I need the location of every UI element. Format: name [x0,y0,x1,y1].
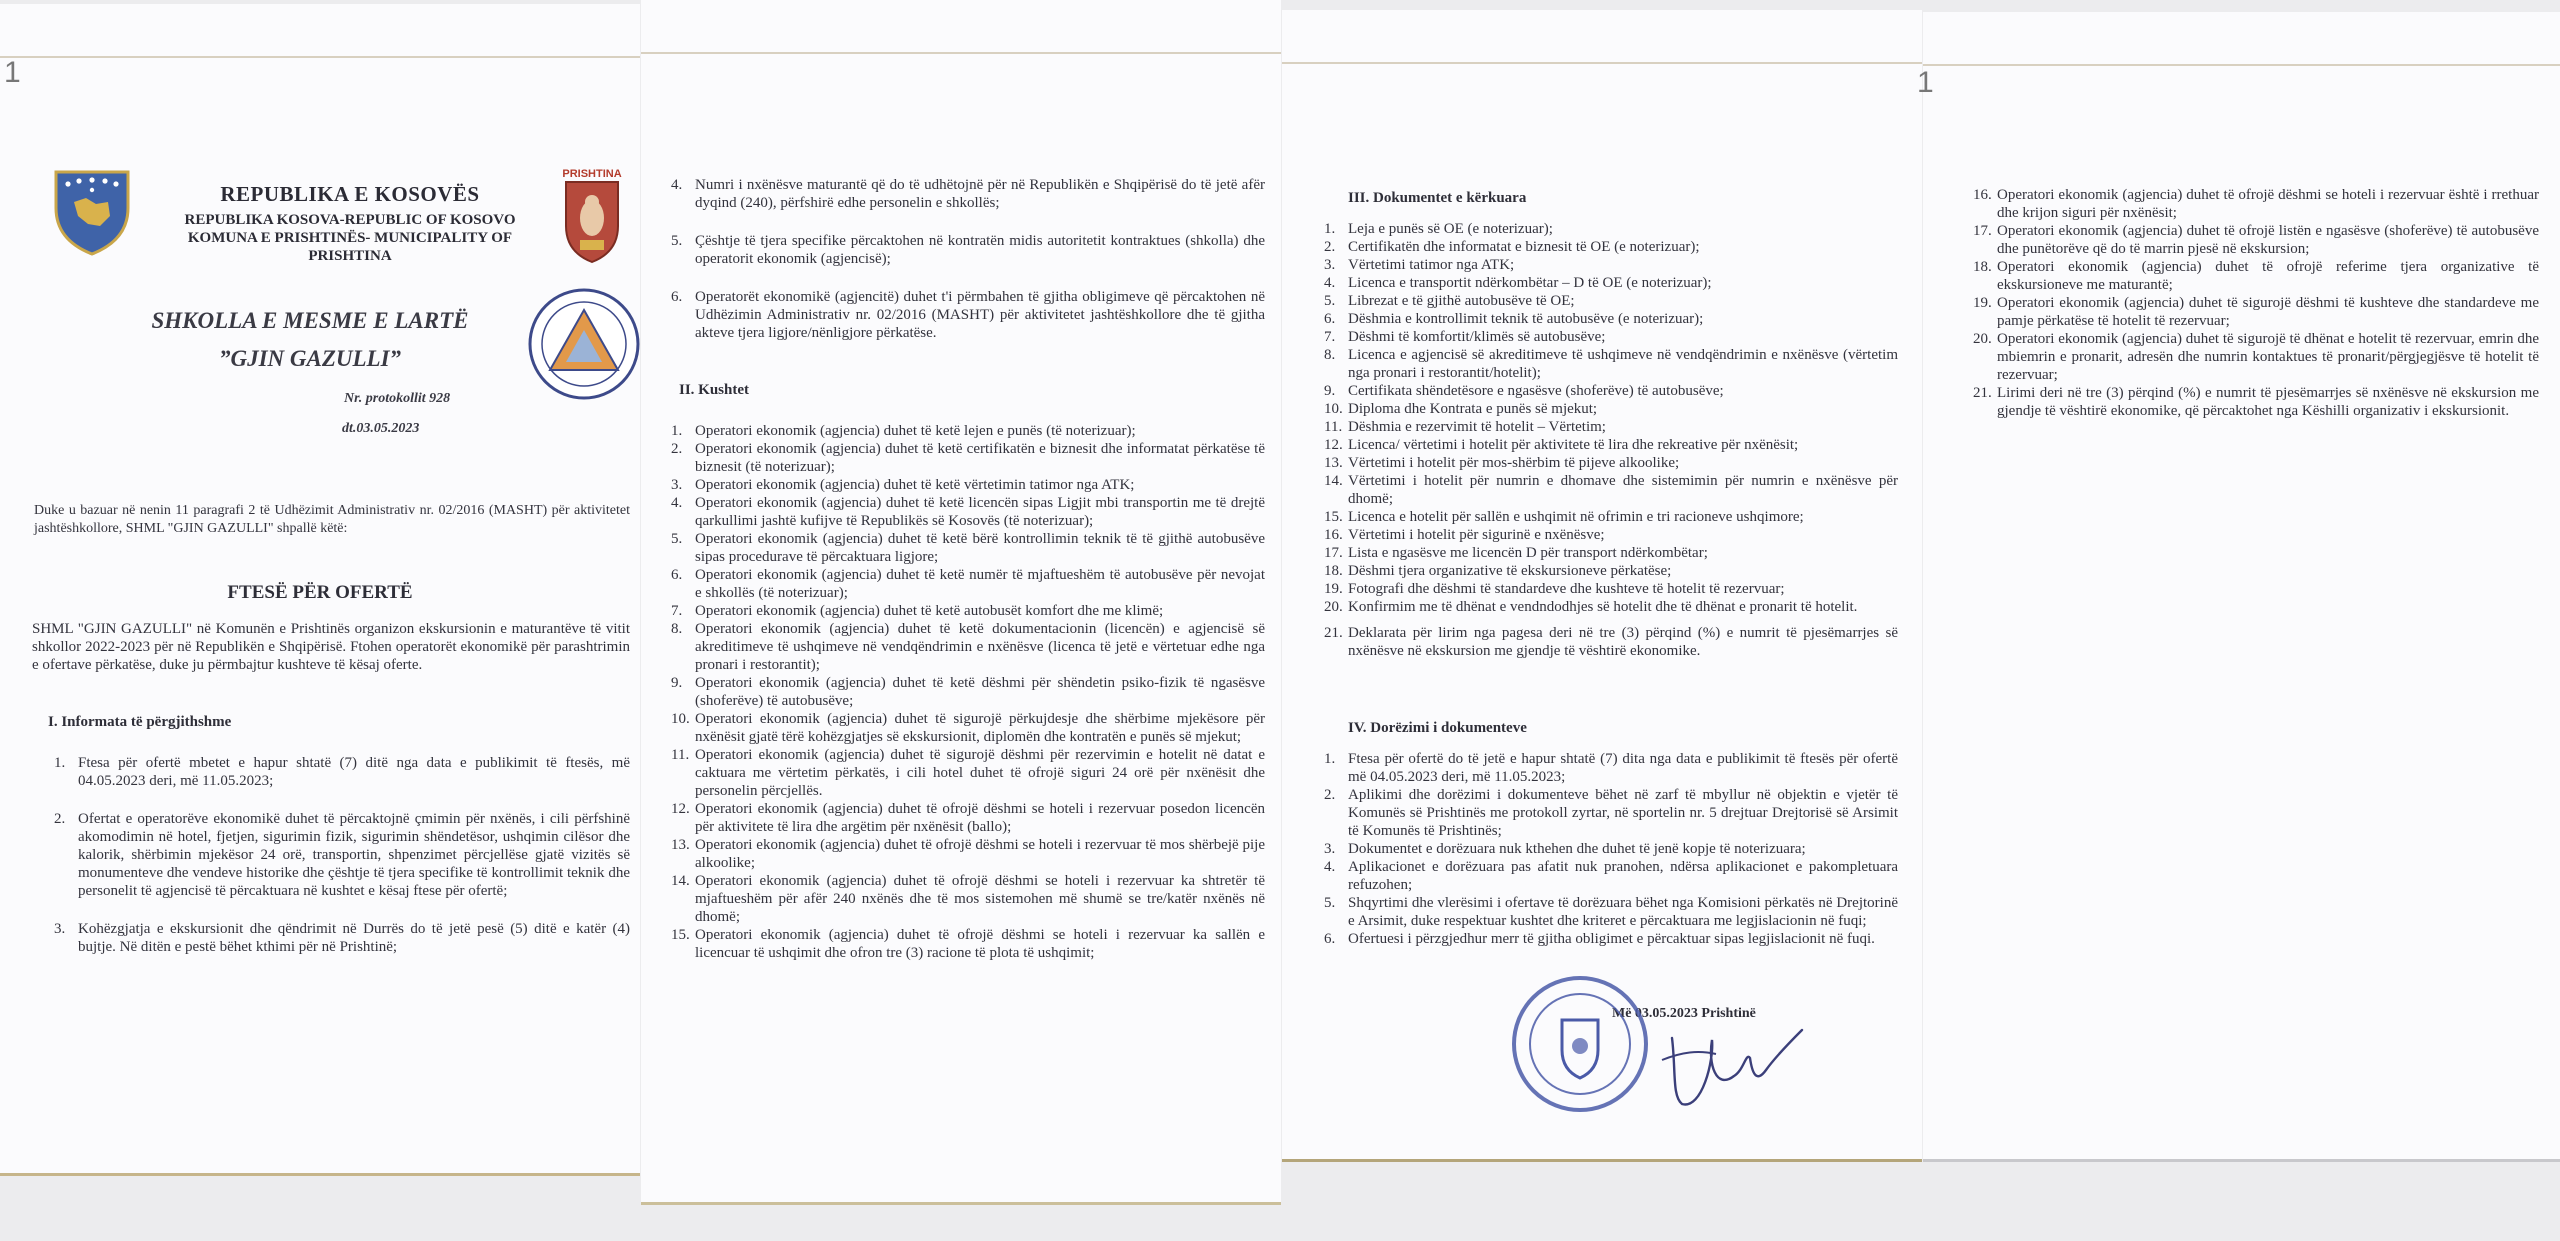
list-item: 4. Numri i nxënësve maturantë që do të udhëtojnë për në Republikën e Shqipërisë do të jetë afër dyqind (240), përfshirë edhe personelin e shkollës; [671,177,1265,211]
document-page-1 [0,4,640,1176]
page-edge-line [1282,62,1922,64]
document-page-4 [1917,12,2560,1162]
list-item: 21. Lirimi deri në tre (3) përqind (%) e numrit të pjesëmarrjes së nxënësve në ekskursion me gjendje të vështirë ekonomike, që përcaktohet nga Këshilli organizativ i ekskursionit. [1973,385,2539,419]
list-item: 1. Ftesa për ofertë do të jetë e hapur shtatë (7) dita nga data e publikimit të ftesës për ofertë më 04.05.2023 deri, më 11.05.2023; [1324,751,1898,785]
list-item: 11. Operatori ekonomik (agjencia) duhet të sigurojë dëshmi për rezervimin e hotelit në datat e caktuara me vërtetim përkatës, i cili hotel duhet të ofrojë siguri 24 orë për nxënësit dhe personelin përcjellës. [671,747,1265,799]
list-item: 2. Aplikimi dhe dorëzimi i dokumenteve bëhet në zarf të mbyllur në objektin e vjetër të Komunës së Prishtinës me protokoll zyrtar, në sportelin nr. 5 drejtuar Drejtorisë së Arsimit të Komunës të Prishtinës; [1324,787,1898,839]
list-item: 6. Operatorët ekonomikë (agjencitë) duhet t'i përmbahen të gjitha obligimeve që përcaktohen në Udhëzimin Administrativ nr. 02/2016 (MASHT) për aktivitetet jashtëshkollore dhe të gjitha akteve tjera ligjore/nënligjore përkatëse. [671,289,1265,341]
list-item: 7. Dëshmi të komfortit/klimës së autobusëve; [1324,329,1606,345]
list-item: 2. Certifikatën dhe informatat e biznesit të OE (e noterizuar); [1324,239,1700,255]
list-item: 16. Vërtetimi i hotelit për sigurinë e nxënësve; [1324,527,1605,543]
list-item: 20. Operatori ekonomik (agjencia) duhet të sigurojë të dhënat e hotelit të rezervuar, emrin dhe mbiemrin e pronarit, adresën dhe numrin kontaktues të pronarit/përgjegjësve të hotelit të rezervuar; [1973,331,2539,383]
kosovo-coat-of-arms-icon [52,168,132,256]
section-3-title: III. Dokumentet e kërkuara [1348,190,1527,206]
list-item: 6. Ofertuesi i përzgjedhur merr të gjitha obligimet e përcaktuar sipas legjislacionit në fuqi. [1324,931,1875,947]
protocol-date: dt.03.05.2023 [342,421,420,436]
signature-icon [1642,1000,1812,1120]
school-name-line2: ”GJIN GAZULLI” [218,346,402,371]
list-item: 19. Operatori ekonomik (agjencia) duhet të sigurojë dëshmi të kushteve dhe standardeve me pamje përkatëse të hotelit të rezervuar; [1973,295,2539,329]
list-item: 9. Certifikata shëndetësore e ngasësve (shoferëve) të autobusëve; [1324,383,1724,399]
document-page-3 [1282,10,1922,1162]
list-item: 5. Librezat e të gjithë autobusëve të OE; [1324,293,1575,309]
list-item: 2. Ofertat e operatorëve ekonomikë duhet të përcaktojnë çmimin për nxënës, i cili përfshinë akomodimin në hotel, fjetjen, sigurimin fizik, sigurimin shëndetësor, ushqimin cilësor dhe kalorik, shërbimin mjekësor 24 orë, transportin, shpenzimet përcjellëse gjatë vizitës së monumenteve dhe vendeve historike dhe çështje të tjera specifike të kontrollimit teknik dhe personelit të agjencisë të përcaktuara në kushtet e kësaj ftese për ofertë; [54,811,630,899]
republic-title: REPUBLIKA E KOSOVËS [220,182,480,206]
list-item: 3. Dokumentet e dorëzuara nuk kthehen dhe duhet të jenë kopje të noterizuara; [1324,841,1806,857]
letterhead [160,182,540,265]
document-title: FTESË PËR OFERTË [227,582,413,603]
page-number: 1 [1917,66,1934,99]
list-item: 13. Operatori ekonomik (agjencia) duhet të ofrojë dëshmi se hoteli i rezervuar të mos shërbejë pije alkoolike; [671,837,1265,871]
list-item: 1. Ftesa për ofertë mbetet e hapur shtatë (7) ditë nga data e publikimit të ftesës, më 04.05.2023 deri, më 11.05.2023; [54,755,630,789]
section-4-list [1324,750,1898,948]
list-item: 21. Deklarata për lirim nga pagesa deri në tre (3) përqind (%) e numrit të pjesëmarrjes së nxënësve në ekskursion me gjendje të vështirë ekonomike. [1324,625,1898,659]
section-2-list [671,422,1265,962]
prishtina-crest-icon [562,180,622,264]
list-item: 18. Dëshmi tjera organizative të ekskursioneve përkatëse; [1324,563,1672,579]
protocol-number: Nr. protokollit 928 [344,391,451,406]
list-item: 17. Operatori ekonomik (agjencia) duhet të ofrojë listën e ngasësve (shoferëve) të autobusëve dhe punëtorëve që do të marrin pjesë në ekskursion; [1973,223,2539,257]
section-4-title: IV. Dorëzimi i dokumenteve [1348,720,1527,736]
list-item: 5. Operatori ekonomik (agjencia) duhet të ketë bërë kontrollimin teknik të të gjithë autobusëve sipas procedurave të përcaktuara ligjore; [671,531,1265,565]
list-item: 17. Lista e ngasësve me licencën D për transport ndërkombëtar; [1324,545,1708,561]
list-item: 20. Konfirmim me të dhënat e vendndodhjes së hotelit dhe të dhënat e pronarit të hotelit. [1324,599,1858,615]
page-edge-line [641,52,1281,54]
closing-date-place: Më 03.05.2023 Prishtinë [1612,1006,1756,1021]
list-item: 10. Operatori ekonomik (agjencia) duhet të sigurojë përkujdesje dhe shërbime mjekësore për nxënësit gjatë tërë kohëzgjatjes së ekskursionit, diplomën dhe kontratën e punës së mjekut; [671,711,1265,745]
school-name [120,302,500,378]
municipality-title: KOMUNA E PRISHTINËS- MUNICIPALITY OF PRISHTINA [187,230,513,264]
intro-paragraph: Duke u bazuar në nenin 11 paragrafi 2 të Udhëzimit Administrativ nr. 02/2016 (MASHT) për aktivitetet jashtëshkollore, SHML "GJIN GAZULLI" shpallë këtë: [34,503,630,536]
list-item: 1. Operatori ekonomik (agjencia) duhet të ketë lejen e punës (të noterizuar); [671,423,1136,439]
list-item: 5. Çështje të tjera specifike përcaktohen në kontratën midis autoritetit kontraktues (shkolla) dhe operatorit ekonomik (agjencisë); [671,233,1265,267]
list-item: 7. Operatori ekonomik (agjencia) duhet të ketë autobusët komfort dhe me klimë; [671,603,1164,619]
list-item: 3. Operatori ekonomik (agjencia) duhet të ketë vërtetimin tatimor nga ATK; [671,477,1135,493]
list-item: 15. Operatori ekonomik (agjencia) duhet të ofrojë dëshmi se hoteli i rezervuar ka sallën e licencuar të ushqimit dhe ofron tre (3) racione të plota të ushqimit; [671,927,1265,961]
section-1-title: I. Informata të përgjithshme [48,714,232,730]
protocol-block [344,384,450,444]
section-2-title: II. Kushtet [679,382,750,398]
document-page-2 [641,0,1281,1205]
list-item: 3. Vërtetimi tatimor nga ATK; [1324,257,1515,273]
section-3-list [1324,220,1898,660]
list-item: 6. Operatori ekonomik (agjencia) duhet të ketë numër të mjaftueshëm të autobusëve për nevojat e shkollës (të noterizuar); [671,567,1265,601]
prishtina-crest-label: PRISHTINA [562,168,622,180]
list-item: 4. Operatori ekonomik (agjencia) duhet të ketë licencën sipas Ligjit mbi transportin me të drejtë qarkullimi jashtë kufijve të Republikës së Kosovës (të noterizuar); [671,495,1265,529]
prishtina-crest [560,168,624,266]
list-item: 14. Operatori ekonomik (agjencia) duhet të ofrojë dëshmi se hoteli i rezervuar ka shtretër të mjaftueshëm për afër 240 nxënës dhe të mos sistemohen më shumë se tre/katër nxënës në dhomë; [671,873,1265,925]
list-item: 19. Fotografi dhe dëshmi të standardeve dhe kushteve të hotelit të rezervuar; [1324,581,1785,597]
list-item: 14. Vërtetimi i hotelit për numrin e dhomave dhe sistemimin për numrin e nxënësve për dhomë; [1324,473,1898,507]
list-item: 12. Licenca/ vërtetimi i hotelit për aktivitete të lira dhe rekreative për nxënësit; [1324,437,1799,453]
list-item: 8. Operatori ekonomik (agjencia) duhet të ketë dokumentacionin (licencën) e agjencisë së akreditimeve të ushqimeve në vendqëndrimin e nxënësve (licenca të jetë e vërtetuar edhe nga pronari i restorantit); [671,621,1265,673]
list-item: 16. Operatori ekonomik (agjencia) duhet të ofrojë dëshmi se hoteli i rezervuar është i rrethuar dhe krijon siguri për nxënësit; [1973,187,2539,221]
republic-subtitle: REPUBLIKA KOSOVA-REPUBLIC OF KOSOVO [184,212,516,228]
list-item: 13. Vërtetimi i hotelit për mos-shërbim të pijeve alkoolike; [1324,455,1680,471]
list-item: 5. Shqyrtimi dhe vlerësimi i ofertave të dorëzuara bëhet nga Komisioni përkatës në Drejtorinë e Arsimit, duke respektuar kushtet dhe kriteret e përcaktuara me legjislacionin në fuqi; [1324,895,1898,929]
school-name-line1: SHKOLLA E MESME E LARTË [151,308,469,333]
list-item: 2. Operatori ekonomik (agjencia) duhet të ketë certifikatën e biznesit dhe informatat përkatëse të biznesit (të noterizuar); [671,441,1265,475]
section-1-list [54,754,630,956]
list-item: 12. Operatori ekonomik (agjencia) duhet të ofrojë dëshmi se hoteli i rezervuar posedon licencën për aktivitete të lira dhe argëtim për nxënësit (ballo); [671,801,1265,835]
list-item: 3. Kohëzgjatja e ekskursionit dhe qëndrimit në Durrës do të jetë pesë (5) ditë e katër (4) bujtje. Në ditën e pestë bëhet kthimi për në Prishtinë; [54,921,630,955]
list-item: 4. Licenca e transportit ndërkombëtar – D të OE (e noterizuar); [1324,275,1712,291]
list-item: 6. Dëshmia e kontrollimit teknik të autobusëve (e noterizuar); [1324,311,1704,327]
school-logo-icon [526,286,642,402]
section-2-list-continued [1973,186,2539,420]
list-item: 8. Licenca e agjencisë së akreditimeve të ushqimeve në vendqëndrimin e nxënësve (vërtetim nga pronari i restorantit/hotelit); [1324,347,1898,381]
list-item: 1. Leja e punës së OE (e noterizuar); [1324,221,1553,237]
list-item: 18. Operatori ekonomik (agjencia) duhet të ofrojë referime tjera organizative të ekskursioneve me maturantë; [1973,259,2539,293]
page-edge-line [1923,64,2560,66]
list-item: 15. Licenca e hotelit për sallën e ushqimit në ofrimin e tri racioneve ushqimore; [1324,509,1804,525]
list-item: 11. Dëshmia e rezervimit të hotelit – Vërtetim; [1324,419,1606,435]
section-1-list-continued [671,176,1265,342]
list-item: 10. Diploma dhe Kontrata e punës së mjekut; [1324,401,1598,417]
list-item: 9. Operatori ekonomik (agjencia) duhet të ketë dëshmi për shëndetin psiko-fizik të ngasësve (shoferëve) të autobusëve; [671,675,1265,709]
page-number: 1 [4,56,21,89]
list-item: 4. Aplikacionet e dorëzuara pas afatit nuk pranohen, ndërsa aplikacionet e pakompletuara refuzohen; [1324,859,1898,893]
page-edge-line [0,56,640,58]
official-stamp-icon [1510,974,1650,1114]
offer-paragraph: SHML "GJIN GAZULLI" në Komunën e Prishtinës organizon ekskursionin e maturantëve të vitit shkollor 2022-2023 për në Republikën e Shqipërisë. Ftohen operatorët ekonomikë për parashtrimin e ofertave përkatëse, duke ju përmbajtur kushteve të kësaj oferte. [32,621,630,673]
